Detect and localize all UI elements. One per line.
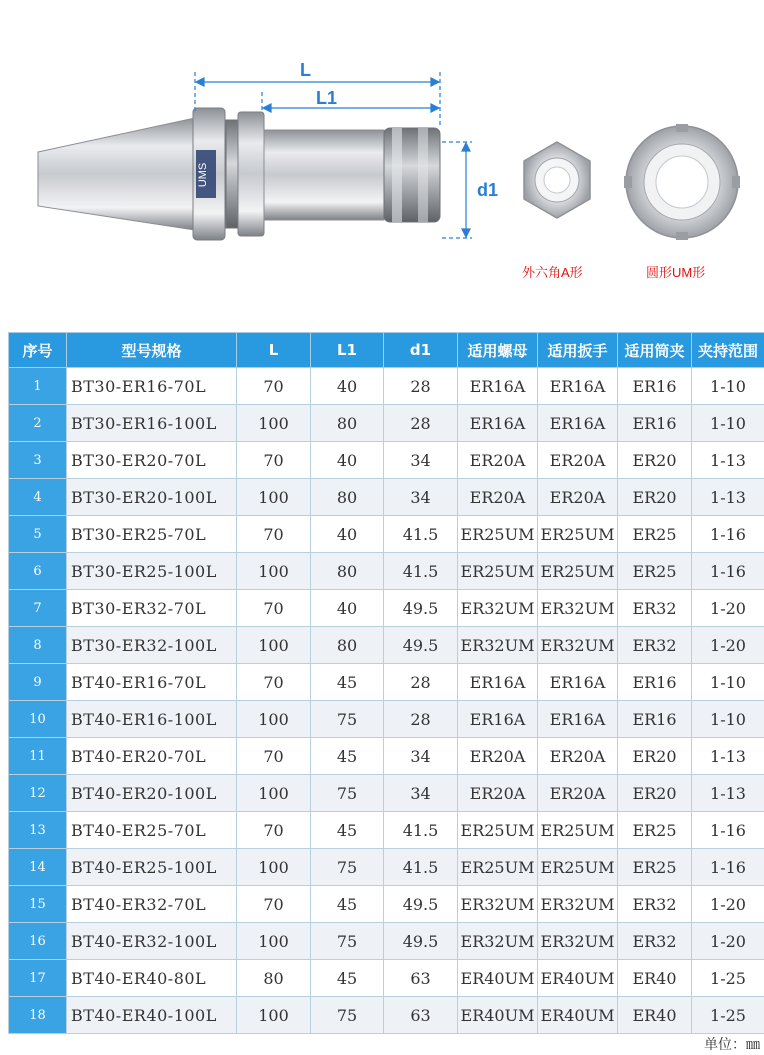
table-cell: ER16A	[538, 405, 618, 442]
row-index-cell: 3	[9, 442, 67, 479]
table-cell: ER25	[618, 812, 692, 849]
table-cell: 70	[237, 442, 311, 479]
table-cell: 28	[384, 701, 458, 738]
table-cell: ER32UM	[458, 886, 538, 923]
row-index-cell: 17	[9, 960, 67, 997]
table-cell: 80	[311, 627, 384, 664]
table-row	[9, 923, 764, 960]
row-index-cell: 14	[9, 849, 67, 886]
table-cell: ER32UM	[538, 590, 618, 627]
row-index-cell: 1	[9, 368, 67, 405]
row-index-cell: 18	[9, 997, 67, 1034]
round-nut-image	[624, 124, 740, 240]
table-row	[9, 442, 764, 479]
table-cell: 49.5	[384, 627, 458, 664]
table-cell: 45	[311, 664, 384, 701]
table-cell: 80	[311, 553, 384, 590]
table-cell: 70	[237, 738, 311, 775]
table-cell: ER40UM	[458, 960, 538, 997]
table-cell: ER32UM	[458, 590, 538, 627]
table-cell: 1-16	[692, 553, 764, 590]
table-cell: 75	[311, 997, 384, 1034]
table-cell: 100	[237, 849, 311, 886]
model-cell: BT40-ER32-70L	[67, 886, 237, 923]
table-cell: ER25	[618, 516, 692, 553]
table-cell: ER16A	[538, 701, 618, 738]
table-cell: ER25UM	[458, 516, 538, 553]
table-cell: 80	[311, 405, 384, 442]
table-cell: 100	[237, 701, 311, 738]
table-cell: ER40UM	[538, 997, 618, 1034]
table-cell: ER25UM	[538, 849, 618, 886]
table-cell: 70	[237, 590, 311, 627]
table-cell: 1-10	[692, 368, 764, 405]
table-cell: 1-16	[692, 516, 764, 553]
table-cell: 1-25	[692, 997, 764, 1034]
header-cell: 适用扳手	[538, 333, 618, 368]
table-cell: 1-13	[692, 738, 764, 775]
table-cell: 34	[384, 775, 458, 812]
table-cell: 75	[311, 775, 384, 812]
table-cell: 1-20	[692, 886, 764, 923]
row-index-cell: 7	[9, 590, 67, 627]
table-cell: 1-10	[692, 664, 764, 701]
table-cell: ER16	[618, 664, 692, 701]
table-cell: ER40UM	[538, 960, 618, 997]
table-cell: ER20A	[458, 738, 538, 775]
table-body	[9, 368, 764, 1034]
table-cell: ER20A	[538, 775, 618, 812]
row-index-cell: 4	[9, 479, 67, 516]
table-cell: ER32UM	[458, 923, 538, 960]
table-cell: 100	[237, 405, 311, 442]
table-cell: 1-20	[692, 627, 764, 664]
table-cell: ER16A	[538, 368, 618, 405]
header-cell: d1	[384, 333, 458, 368]
table-row	[9, 849, 764, 886]
model-cell: BT40-ER32-100L	[67, 923, 237, 960]
table-cell: 34	[384, 738, 458, 775]
taper-shank	[38, 118, 195, 230]
table-cell: 70	[237, 886, 311, 923]
table-cell: 70	[237, 368, 311, 405]
table-cell: ER25UM	[538, 812, 618, 849]
table-cell: 49.5	[384, 590, 458, 627]
table-cell: ER25UM	[458, 553, 538, 590]
table-row	[9, 775, 764, 812]
dim-label-L1: L1	[316, 88, 338, 108]
table-cell: 75	[311, 701, 384, 738]
table-row	[9, 405, 764, 442]
table-cell: ER40UM	[458, 997, 538, 1034]
table-cell: 100	[237, 997, 311, 1034]
table-row	[9, 664, 764, 701]
row-index-cell: 15	[9, 886, 67, 923]
table-cell: ER16	[618, 368, 692, 405]
table-cell: 28	[384, 368, 458, 405]
header-cell: 适用螺母	[458, 333, 538, 368]
model-cell: BT40-ER16-70L	[67, 664, 237, 701]
table-cell: 1-20	[692, 590, 764, 627]
table-row	[9, 553, 764, 590]
row-index-cell: 2	[9, 405, 67, 442]
table-cell: 80	[237, 960, 311, 997]
table-row	[9, 812, 764, 849]
table-cell: ER16A	[458, 701, 538, 738]
table-cell: 40	[311, 590, 384, 627]
table-cell: 28	[384, 405, 458, 442]
table-cell: 80	[311, 479, 384, 516]
table-cell: ER20	[618, 738, 692, 775]
row-index-cell: 10	[9, 701, 67, 738]
table-cell: 45	[311, 738, 384, 775]
table-cell: ER32	[618, 627, 692, 664]
table-cell: 1-10	[692, 405, 764, 442]
row-index-cell: 6	[9, 553, 67, 590]
table-cell: 34	[384, 442, 458, 479]
table-cell: 45	[311, 960, 384, 997]
table-cell: ER20A	[458, 442, 538, 479]
row-index-cell: 13	[9, 812, 67, 849]
row-index-cell: 16	[9, 923, 67, 960]
table-cell: ER20A	[458, 479, 538, 516]
table-cell: 100	[237, 923, 311, 960]
table-row	[9, 701, 764, 738]
table-cell: 70	[237, 516, 311, 553]
table-row	[9, 738, 764, 775]
table-cell: 1-20	[692, 923, 764, 960]
model-cell: BT40-ER16-100L	[67, 701, 237, 738]
model-cell: BT40-ER25-100L	[67, 849, 237, 886]
table-cell: ER16A	[458, 405, 538, 442]
table-cell: ER32	[618, 590, 692, 627]
table-cell: 100	[237, 627, 311, 664]
model-cell: BT30-ER32-70L	[67, 590, 237, 627]
table-cell: 40	[311, 368, 384, 405]
table-cell: 1-13	[692, 442, 764, 479]
row-index-cell: 8	[9, 627, 67, 664]
holder-body	[264, 130, 384, 220]
table-cell: ER25UM	[458, 812, 538, 849]
header-cell: L	[237, 333, 311, 368]
table-cell: ER16	[618, 701, 692, 738]
table-row	[9, 479, 764, 516]
model-cell: BT30-ER20-70L	[67, 442, 237, 479]
table-cell: 70	[237, 812, 311, 849]
table-row	[9, 960, 764, 997]
table-cell: ER40	[618, 960, 692, 997]
table-cell: ER20A	[538, 442, 618, 479]
table-cell: ER20	[618, 442, 692, 479]
svg-text:UMS: UMS	[197, 162, 209, 188]
table-cell: ER32UM	[538, 627, 618, 664]
table-cell: 1-10	[692, 701, 764, 738]
table-cell: 49.5	[384, 886, 458, 923]
table-cell: 75	[311, 923, 384, 960]
table-cell: ER20	[618, 775, 692, 812]
table-cell: 100	[237, 479, 311, 516]
table-cell: ER25	[618, 849, 692, 886]
table-cell: ER32	[618, 923, 692, 960]
header-cell: 序号	[9, 333, 67, 368]
table-cell: ER16	[618, 405, 692, 442]
dim-label-L: L	[300, 60, 311, 80]
table-cell: ER16A	[538, 664, 618, 701]
table-cell: ER20A	[458, 775, 538, 812]
table-cell: 41.5	[384, 516, 458, 553]
table-cell: 1-16	[692, 849, 764, 886]
table-cell: 1-13	[692, 775, 764, 812]
table-row	[9, 997, 764, 1034]
table-cell: 1-13	[692, 479, 764, 516]
model-cell: BT40-ER20-100L	[67, 775, 237, 812]
spec-table	[8, 332, 764, 1034]
table-row	[9, 516, 764, 553]
unit-note: 单位：㎜	[704, 1037, 760, 1053]
model-cell: BT30-ER25-70L	[67, 516, 237, 553]
table-cell: 41.5	[384, 812, 458, 849]
table-cell: 1-25	[692, 960, 764, 997]
round-nut-caption: 圆形UM形	[646, 265, 706, 280]
table-cell: 70	[237, 664, 311, 701]
table-cell: 75	[311, 849, 384, 886]
table-cell: ER25UM	[538, 553, 618, 590]
product-diagram	[0, 0, 764, 330]
model-cell: BT40-ER40-80L	[67, 960, 237, 997]
row-index-cell: 5	[9, 516, 67, 553]
flange-rear	[238, 112, 264, 236]
table-cell: 28	[384, 664, 458, 701]
table-cell: ER25UM	[458, 849, 538, 886]
table-cell: ER25UM	[538, 516, 618, 553]
table-cell: 100	[237, 553, 311, 590]
table-cell: ER20A	[538, 479, 618, 516]
table-row	[9, 368, 764, 405]
table-cell: ER16A	[458, 664, 538, 701]
table-cell: ER16A	[458, 368, 538, 405]
table-cell: 1-16	[692, 812, 764, 849]
table-cell: 49.5	[384, 923, 458, 960]
table-cell: ER20	[618, 479, 692, 516]
table-cell: ER32	[618, 886, 692, 923]
table-cell: 41.5	[384, 849, 458, 886]
header-cell: L1	[311, 333, 384, 368]
table-cell: ER20A	[538, 738, 618, 775]
model-cell: BT40-ER40-100L	[67, 997, 237, 1034]
table-cell: 63	[384, 960, 458, 997]
model-cell: BT30-ER16-100L	[67, 405, 237, 442]
table-row	[9, 627, 764, 664]
table-cell: ER32UM	[538, 886, 618, 923]
model-cell: BT30-ER32-100L	[67, 627, 237, 664]
header-cell: 型号规格	[67, 333, 237, 368]
table-row	[9, 886, 764, 923]
table-cell: 63	[384, 997, 458, 1034]
table-cell: ER32UM	[538, 923, 618, 960]
table-cell: 45	[311, 812, 384, 849]
row-index-cell: 11	[9, 738, 67, 775]
table-cell: 40	[311, 442, 384, 479]
model-cell: BT40-ER20-70L	[67, 738, 237, 775]
table-cell: ER32UM	[458, 627, 538, 664]
table-header-row	[9, 333, 764, 368]
hex-nut-image	[524, 142, 590, 218]
table-cell: 40	[311, 516, 384, 553]
dim-label-d1: d1	[477, 180, 499, 200]
hex-nut-caption: 外六角A形	[522, 265, 583, 280]
table-cell: 34	[384, 479, 458, 516]
model-cell: BT30-ER16-70L	[67, 368, 237, 405]
table-cell: 100	[237, 775, 311, 812]
table-row	[9, 590, 764, 627]
header-cell: 适用筒夹	[618, 333, 692, 368]
header-cell: 夹持范围	[692, 333, 764, 368]
model-cell: BT40-ER25-70L	[67, 812, 237, 849]
model-cell: BT30-ER20-100L	[67, 479, 237, 516]
row-index-cell: 12	[9, 775, 67, 812]
table-cell: ER40	[618, 997, 692, 1034]
table-cell: 45	[311, 886, 384, 923]
model-cell: BT30-ER25-100L	[67, 553, 237, 590]
table-cell: ER25	[618, 553, 692, 590]
table-cell: 41.5	[384, 553, 458, 590]
row-index-cell: 9	[9, 664, 67, 701]
